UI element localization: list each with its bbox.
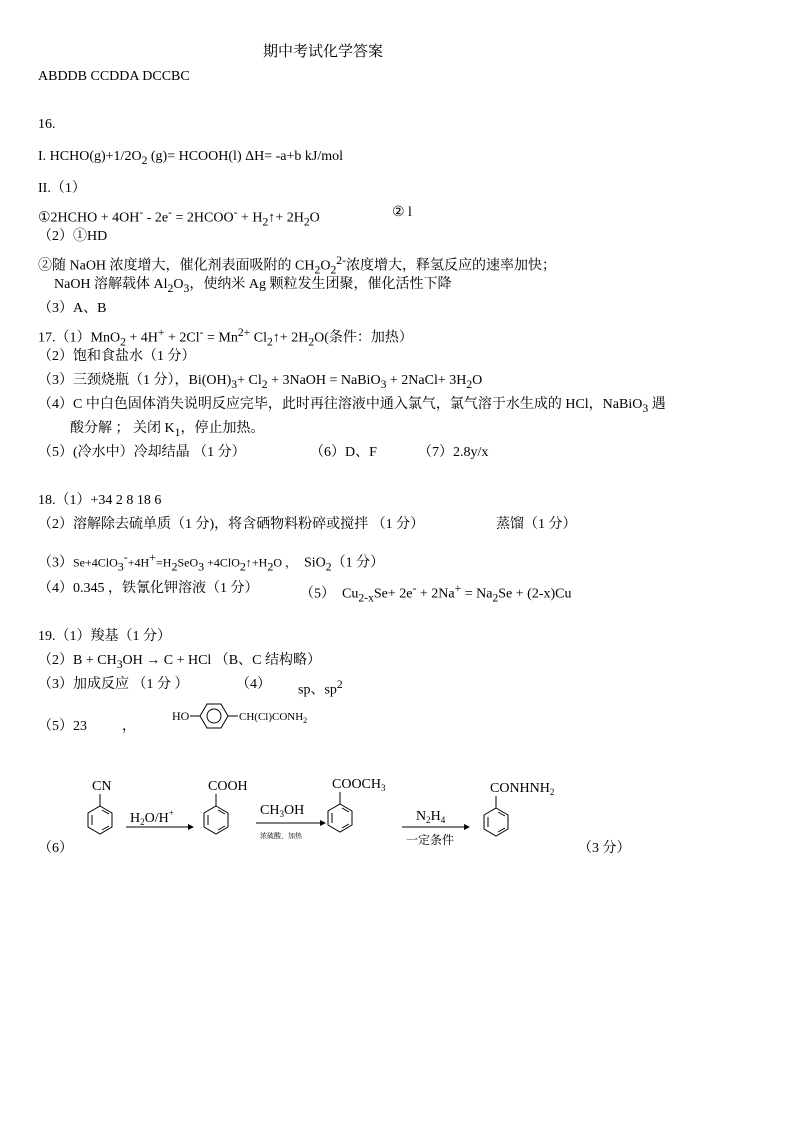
q16-ii-1-second: ② l <box>392 205 412 220</box>
choice-answers: ABDDB CCDDA DCCBC <box>38 69 190 84</box>
q17-6: （6）D、F <box>310 445 377 460</box>
q16-ii-2-reason-2: NaOH 溶解载体 $Al_2O_3$，使纳米 Ag 颗粒发生团聚，催化活性下降 <box>54 277 452 295</box>
q16-heading: 16. <box>38 117 56 132</box>
q17-5: （5）(冷水中）冷却结晶 （1 分） <box>38 445 246 460</box>
q18-2-distill: 蒸馏（1 分） <box>496 517 577 532</box>
q19-3: （3）加成反应 （1 分 ） <box>38 677 189 692</box>
q17-4: （4）C 中白色固体消失说明反应完毕，此时再往溶液中通入氯气，氯气溶于水生成的 HCl，NaBiO$_3$ 遇 <box>38 397 666 415</box>
q19-6-score: （3 分） <box>578 841 631 856</box>
q18-2: （2）溶解除去硫单质（1 分)，将含硒物料粉碎或搅拌 （1 分） <box>38 517 425 532</box>
q17-1: $17.(1)MnO_2 + 4H^+ + 2Cl^- = Mn^{2+}$ $Cl_2↑+ 2H_2O$(条件：加热） <box>38 326 413 349</box>
compound-benzoic-acid <box>204 779 248 834</box>
q18-5: （5） $Cu_{2-x}Se+ 2e^- + 2Na^+ = Na_2Se + (2-x)Cu$ <box>300 582 572 605</box>
q19-5: （5）23 <box>38 719 87 734</box>
arrow-2-head <box>320 820 326 826</box>
q16-part-ii-heading: II.（1） <box>38 181 86 196</box>
q17-2: （2）饱和食盐水（1 分） <box>38 349 196 364</box>
arrow-hydrolysis <box>126 808 194 830</box>
q16-ii-1: ①2HCHO + 4OH- - 2e- = 2HCOO- + $H_2↑+ 2H_2O$ <box>38 206 320 229</box>
arrow-hydrazinolysis <box>402 809 470 847</box>
arrow-3-condition: 一定条件 <box>406 833 455 847</box>
q17-4-cont: 酸分解 ； 关闭 $K_1$，停止加热。 <box>70 421 265 439</box>
synthesis-scheme <box>70 770 590 850</box>
compound-methyl-benzoate <box>328 777 386 832</box>
struct-ring-circle <box>207 709 221 723</box>
q16-ii-2: （2）①HD <box>38 229 108 244</box>
arrow-3-head <box>464 824 470 830</box>
q19-4-answer: sp、$sp^2$ <box>298 678 343 698</box>
q16-ii-2-reason-1: ②随 NaOH 浓度增大，催化剂表面吸附的 $CH_2O_2^{2-}$浓度增大，释氢反应的速率加快； <box>38 254 556 277</box>
q19-2: $(2)B + CH_3OH \to C$ + HCl （B、C 结构略） <box>38 653 321 671</box>
q18-1: 18.（1）+34 2 8 18 6 <box>38 493 162 508</box>
arrow-2-condition: 浓硫酸，加热 <box>260 832 302 840</box>
q19-4: （4） <box>236 677 271 692</box>
q19-5-structure <box>170 698 340 734</box>
q18-4: （4）0.345 ，铁氰化钾溶液（1 分） <box>38 581 259 596</box>
struct-benzene-ring <box>200 704 228 728</box>
cooh-label: COOH <box>208 779 248 794</box>
conhnh2-label: $CONHNH_2$ <box>490 781 555 797</box>
arrow-3-reagent: $N_2H_4$ <box>416 809 446 825</box>
arrow-1-reagent: $H_2O/H^+$ <box>130 808 174 827</box>
q17-3: （3）三颈烧瓶（1 分），$Bi(OH)_3+ Cl_2$ + 3NaOH = NaBiO$_3$ + 2NaCl+ $3H_2O$ <box>38 373 483 391</box>
compound-benzohydrazide <box>484 781 554 836</box>
struct-side-chain-label: $CH(Cl)CONH_2$ <box>239 711 308 725</box>
arrow-1-head <box>188 824 194 830</box>
cn-label: CN <box>92 779 112 794</box>
page-title: 期中考试化学答案 <box>263 44 384 60</box>
arrow-esterification <box>256 803 326 841</box>
compound-benzonitrile <box>88 779 112 834</box>
q19-1: 19.（1）羧基（1 分） <box>38 629 171 644</box>
q18-3: $(3)Se+4ClO_3^-+4H^+=H_2SeO_3$ $+4ClO_2↑+H_2O$ ， SiO$_2$（1 分） <box>38 550 385 574</box>
arrow-2-reagent: $CH_3OH$ <box>260 803 305 819</box>
q16-ii-3: （3）A、B <box>38 301 107 316</box>
cooch3-label: $COOCH_3$ <box>332 777 386 793</box>
q17-7: （7）2.8y/x <box>418 445 489 460</box>
q19-5-comma: ， <box>122 719 136 734</box>
q19-6-label: （6） <box>38 841 73 856</box>
q16-part-i: I. $HCHO(g)+1/2O_2$ (g)= HCOOH(l) ΔH= -a+b kJ/mol <box>38 149 344 167</box>
struct-ho-label: HO <box>172 709 190 723</box>
